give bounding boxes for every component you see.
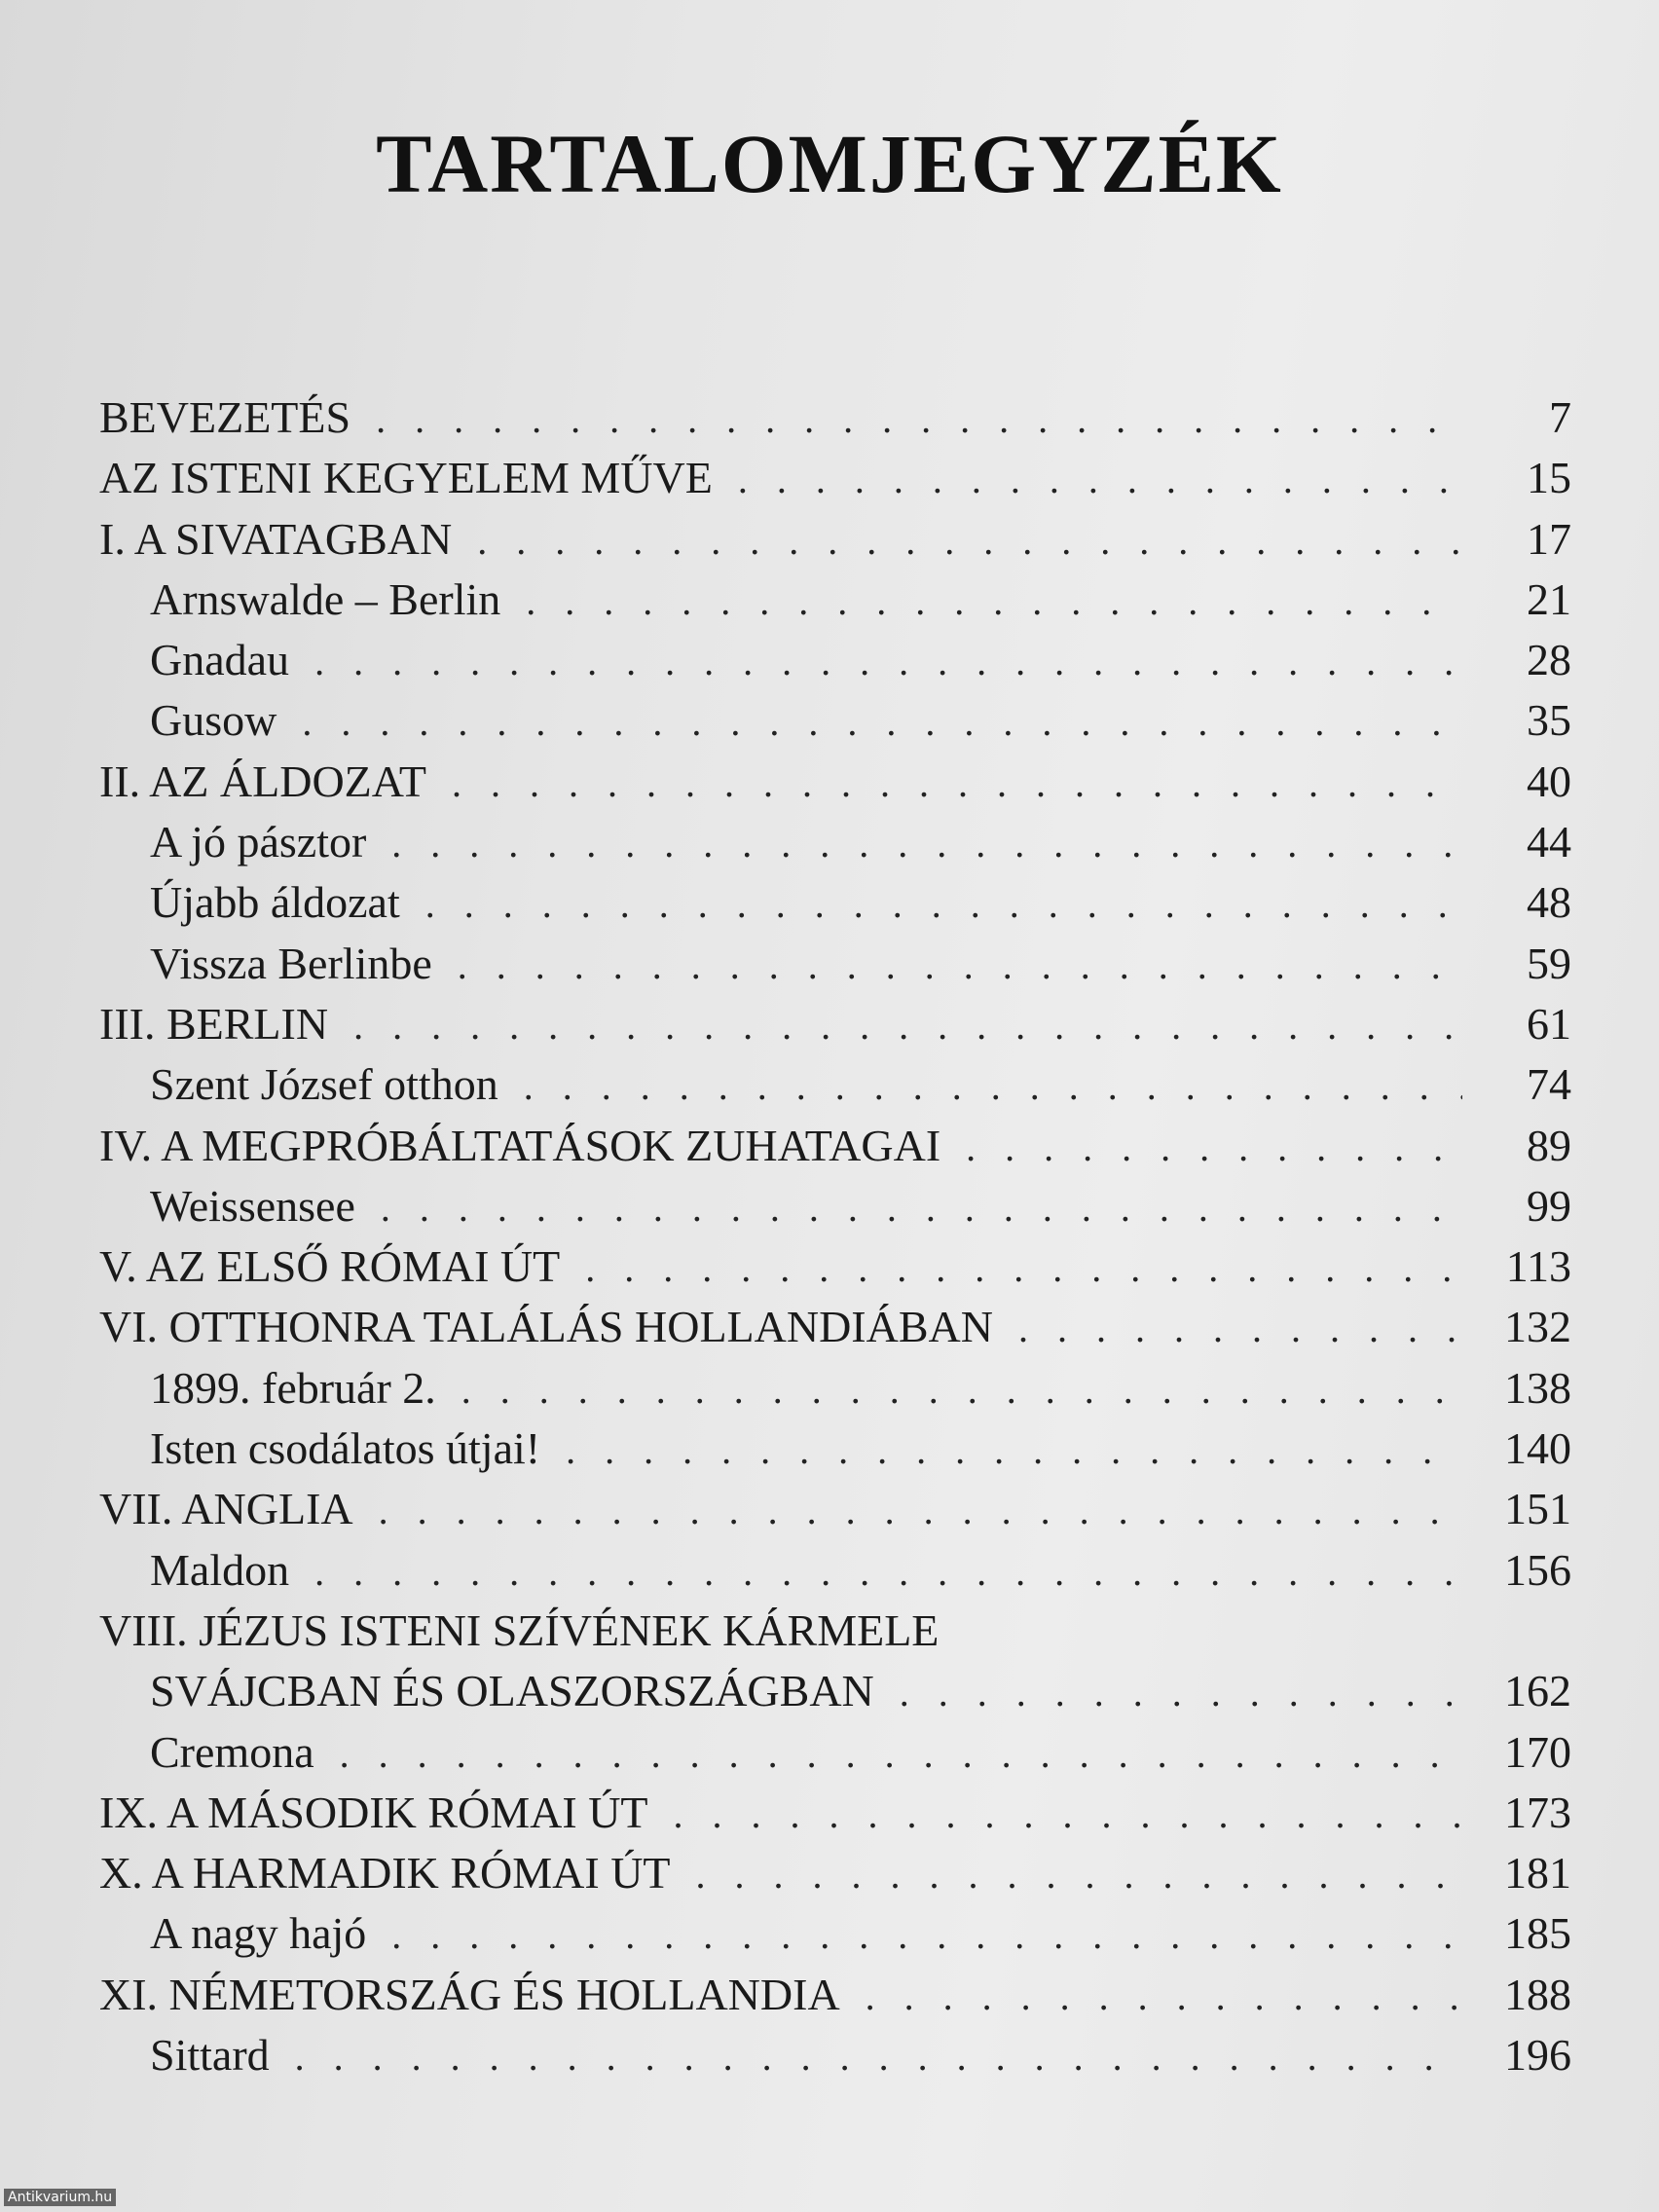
toc-entry: [99, 872, 1571, 933]
toc-entry: [99, 1236, 1571, 1297]
toc-entry-title: Maldon: [150, 1544, 290, 1595]
toc-entry: [99, 752, 1571, 812]
toc-entry: [99, 812, 1571, 872]
toc-entry-page-number: 15: [1527, 453, 1571, 503]
dot-leader: [696, 1845, 1462, 1905]
toc-entry: [99, 1722, 1571, 1783]
toc-entry-page-number: 17: [1527, 513, 1571, 564]
toc-entry-title: Gnadau: [150, 635, 290, 685]
dot-leader: [738, 450, 1462, 510]
dot-leader: [376, 389, 1462, 450]
toc-entry-title: VI. OTTHONRA TALÁLÁS HOLLANDIÁBAN: [99, 1302, 993, 1352]
toc-entry-title: III. BERLIN: [99, 998, 329, 1049]
dot-leader: [526, 571, 1462, 632]
dot-leader: [379, 1481, 1462, 1541]
toc-entry-title: Weissensee: [150, 1180, 355, 1231]
toc-entry-page-number: 35: [1527, 695, 1571, 746]
page-title: TARTALOMJEGYZÉK: [376, 117, 1283, 210]
toc-entry-title: Vissza Berlinbe: [150, 938, 432, 988]
toc-entry-title: I. A SIVATAGBAN: [99, 513, 453, 564]
toc-entry-title: VII. ANGLIA: [99, 1484, 353, 1534]
toc-entry: [99, 994, 1571, 1054]
toc-entry-page-number: 185: [1504, 1908, 1571, 1959]
dot-leader: [381, 1178, 1462, 1238]
toc-entry: [99, 1965, 1571, 2025]
dot-leader: [314, 632, 1462, 692]
toc-entry: [99, 1783, 1571, 1843]
toc-entry-title: V. AZ ELSŐ RÓMAI ÚT: [99, 1241, 561, 1292]
dot-leader: [391, 814, 1462, 874]
toc-entry: [99, 1176, 1571, 1236]
toc-entry-page-number: 28: [1527, 635, 1571, 685]
dot-leader: [477, 511, 1462, 571]
toc-entry-title: Arnswalde – Berlin: [150, 573, 501, 624]
toc-entry: [99, 1054, 1571, 1115]
toc-entry-title: A nagy hajó: [150, 1908, 367, 1959]
dot-leader: [461, 1360, 1462, 1420]
table-of-contents: [99, 387, 1571, 2085]
toc-entry-page-number: 89: [1527, 1120, 1571, 1170]
toc-entry: [99, 1601, 1571, 1661]
dot-leader: [391, 1905, 1462, 1966]
dot-leader: [966, 1118, 1462, 1178]
watermark: Antikvarium.hu: [4, 2189, 116, 2206]
toc-entry: [99, 1843, 1571, 1903]
toc-entry-title: II. AZ ÁLDOZAT: [99, 756, 426, 806]
toc-entry-title: Cremona: [150, 1726, 314, 1777]
toc-entry: [99, 570, 1571, 630]
toc-entry: [99, 1116, 1571, 1176]
toc-entry-page-number: 113: [1505, 1241, 1571, 1292]
dot-leader: [566, 1420, 1462, 1481]
toc-entry-page-number: 188: [1504, 1969, 1571, 2019]
dot-leader: [340, 1724, 1462, 1785]
dot-leader: [585, 1238, 1462, 1299]
dot-leader: [314, 1542, 1462, 1603]
toc-entry-page-number: 156: [1504, 1544, 1571, 1595]
dot-leader: [452, 754, 1462, 814]
toc-entry-title: Szent József otthon: [150, 1059, 498, 1110]
toc-entry-page-number: 74: [1527, 1059, 1571, 1110]
dot-leader: [425, 874, 1462, 935]
toc-entry-title: IV. A MEGPRÓBÁLTATÁSOK ZUHATAGAI: [99, 1120, 941, 1170]
toc-entry-page-number: 196: [1504, 2030, 1571, 2081]
dot-leader: [674, 1785, 1462, 1845]
toc-entry-page-number: 173: [1504, 1787, 1571, 1837]
toc-entry-page-number: 140: [1504, 1423, 1571, 1474]
toc-entry-title: VIII. JÉZUS ISTENI SZÍVÉNEK KÁRMELE: [99, 1604, 940, 1655]
toc-entry-page-number: 99: [1527, 1180, 1571, 1231]
toc-entry: [99, 1903, 1571, 1964]
toc-entry-title: XI. NÉMETORSZÁG ÉS HOLLANDIA: [99, 1969, 840, 2019]
toc-entry-page-number: 138: [1504, 1362, 1571, 1413]
toc-entry-page-number: 7: [1549, 392, 1571, 442]
toc-entry: [99, 1297, 1571, 1357]
toc-entry: [99, 1540, 1571, 1601]
dot-leader: [295, 2027, 1462, 2087]
toc-entry-page-number: 59: [1527, 938, 1571, 988]
dot-leader: [302, 692, 1462, 753]
toc-entry-title: SVÁJCBAN ÉS OLASZORSZÁGBAN: [150, 1666, 874, 1716]
toc-entry: [99, 2025, 1571, 2085]
toc-entry-page-number: 44: [1527, 817, 1571, 867]
toc-entry: [99, 1358, 1571, 1419]
dot-leader: [524, 1056, 1462, 1117]
toc-entry-title: Sittard: [150, 2030, 270, 2081]
toc-entry-page-number: 61: [1527, 998, 1571, 1049]
toc-entry-title: IX. A MÁSODIK RÓMAI ÚT: [99, 1787, 648, 1837]
toc-entry-title: X. A HARMADIK RÓMAI ÚT: [99, 1848, 671, 1899]
toc-entry: [99, 448, 1571, 508]
toc-entry-page-number: 181: [1504, 1848, 1571, 1899]
dot-leader: [458, 936, 1462, 996]
dot-leader: [1018, 1299, 1462, 1359]
toc-entry-page-number: 21: [1527, 573, 1571, 624]
toc-entry-page-number: 162: [1504, 1666, 1571, 1716]
toc-entry-title: A jó pásztor: [150, 817, 367, 867]
toc-entry-title: Újabb áldozat: [150, 877, 400, 928]
toc-entry: [99, 509, 1571, 570]
toc-entry-title: Isten csodálatos útjai!: [150, 1423, 541, 1474]
toc-entry: [99, 387, 1571, 448]
toc-entry-page-number: 170: [1504, 1726, 1571, 1777]
toc-entry: [99, 630, 1571, 690]
toc-entry-title: AZ ISTENI KEGYELEM MŰVE: [99, 453, 713, 503]
toc-entry: [99, 1661, 1571, 1721]
dot-leader: [353, 996, 1462, 1056]
toc-entry-title: 1899. február 2.: [150, 1362, 436, 1413]
toc-entry: [99, 690, 1571, 751]
dot-leader: [900, 1663, 1462, 1723]
toc-entry-page-number: 132: [1504, 1302, 1571, 1352]
toc-entry-page-number: 151: [1504, 1484, 1571, 1534]
dot-leader: [866, 1967, 1462, 2027]
toc-entry-title: BEVEZETÉS: [99, 392, 351, 442]
toc-entry-page-number: 48: [1527, 877, 1571, 928]
toc-entry-title: Gusow: [150, 695, 277, 746]
toc-entry: [99, 1479, 1571, 1539]
toc-entry-page-number: 40: [1527, 756, 1571, 806]
toc-entry: [99, 1419, 1571, 1479]
toc-entry: [99, 934, 1571, 994]
